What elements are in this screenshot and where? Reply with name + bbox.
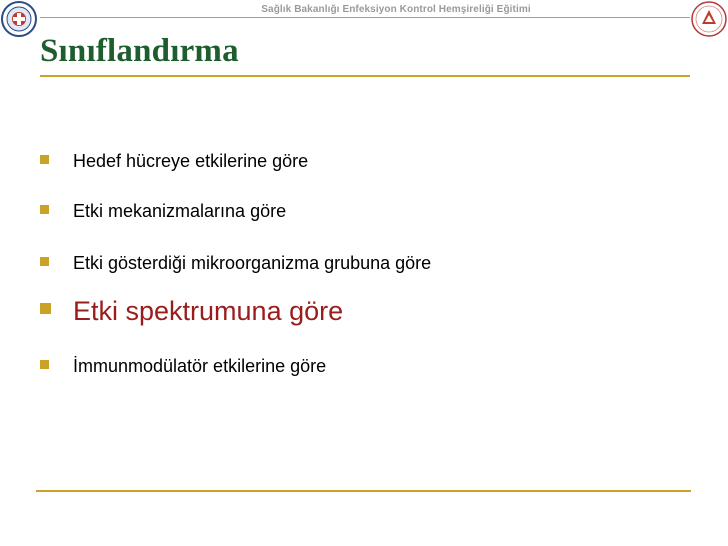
square-bullet-icon: [40, 360, 49, 369]
header-divider: [40, 17, 690, 18]
square-bullet-icon: [40, 205, 49, 214]
slide-title: Sınıflandırma: [40, 33, 239, 69]
bullet-text: İmmunmodülatör etkilerine göre: [73, 356, 327, 376]
header-text: Sağlık Bakanlığı Enfeksiyon Kontrol Hemşireliği Eğitimi: [261, 4, 531, 15]
title-divider: [40, 75, 690, 77]
bullet-text-highlighted: Etki spektrumuna göre: [73, 296, 344, 326]
bullet-text: Hedef hücreye etkilerine göre: [73, 151, 309, 171]
bullet-text: Etki mekanizmalarına göre: [73, 201, 287, 221]
square-bullet-icon: [40, 155, 49, 164]
square-bullet-icon: [40, 257, 49, 266]
square-bullet-icon: [40, 303, 51, 314]
footer-divider: [36, 490, 691, 492]
hospital-emblem-icon: [690, 0, 728, 38]
bullet-text: Etki gösterdiği mikroorganizma grubuna göre: [73, 253, 432, 273]
ministry-seal-icon: [0, 0, 38, 38]
